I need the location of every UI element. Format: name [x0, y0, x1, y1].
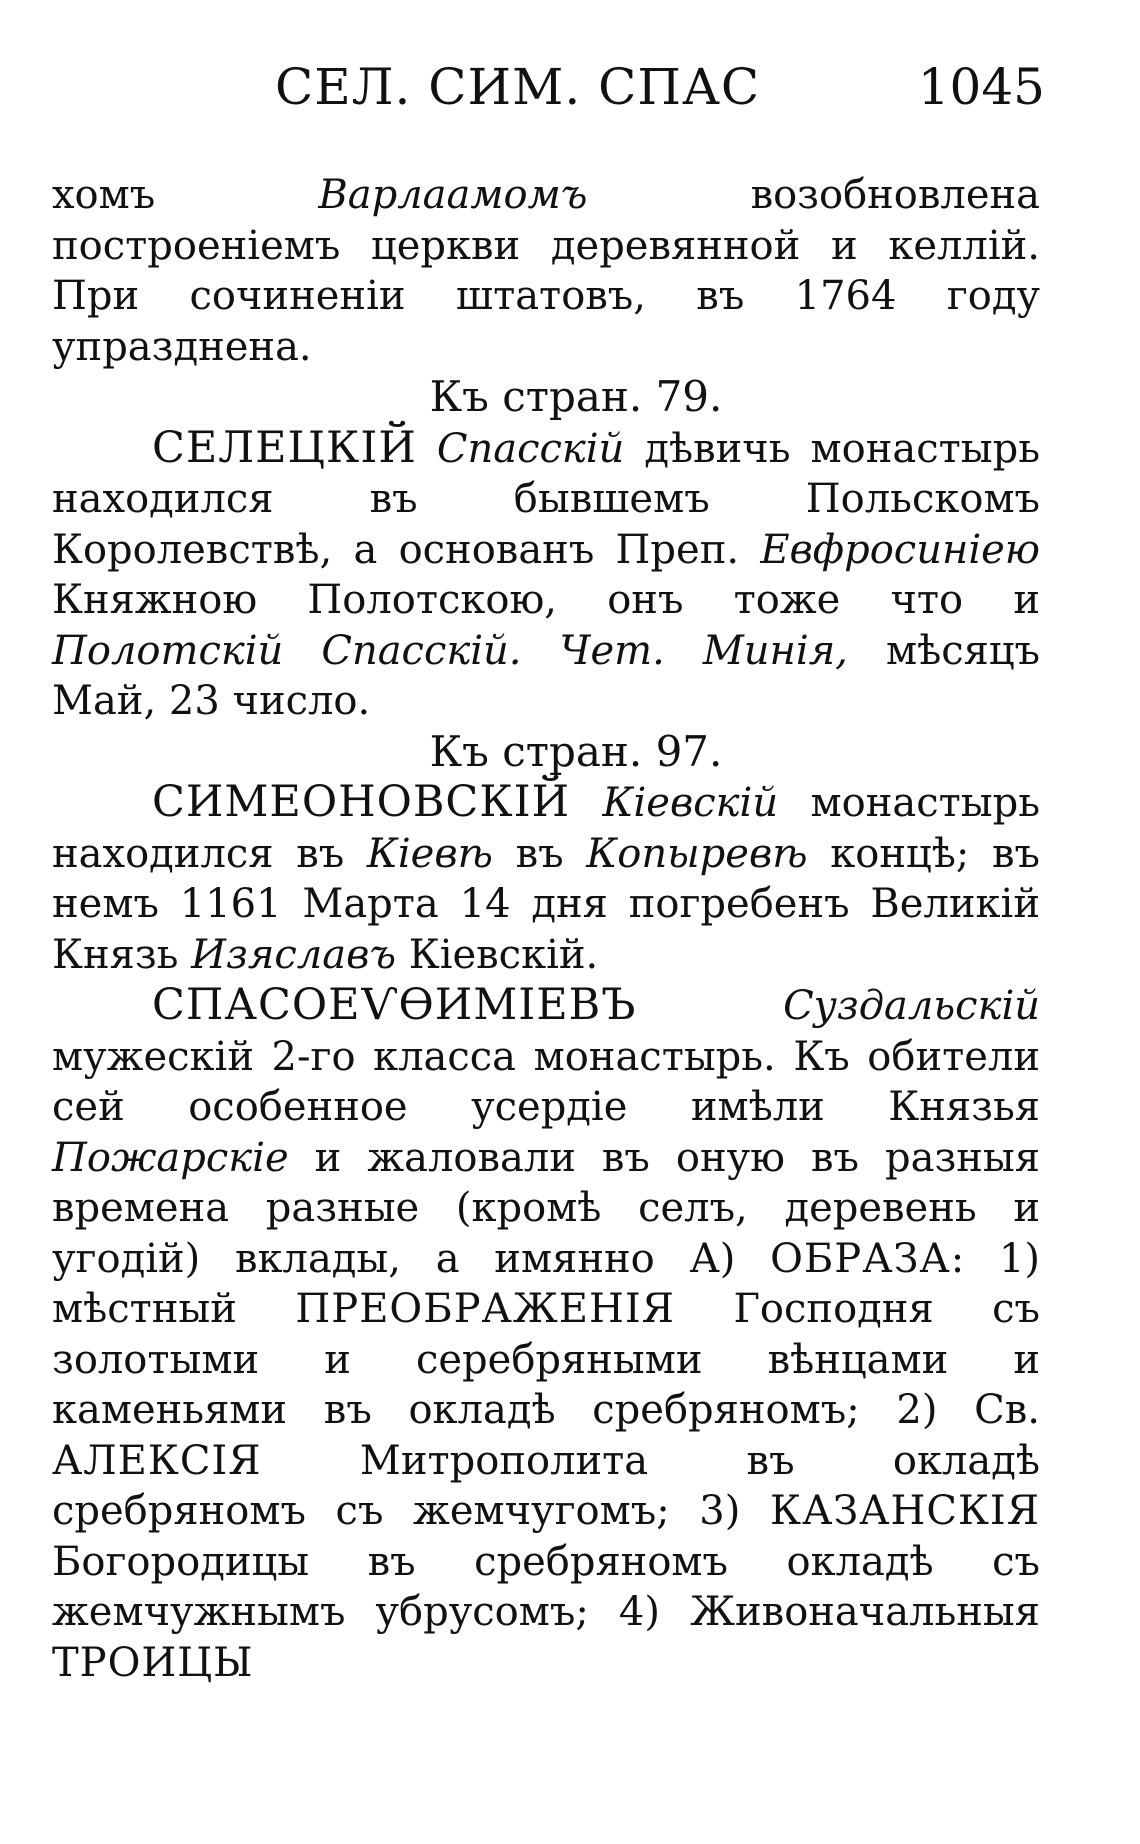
- running-title: СЕЛ. СИМ. СПАС: [275, 58, 761, 116]
- text-run: [570, 780, 602, 826]
- italic-name: Кіевскій: [602, 780, 779, 826]
- caps-term: ОБРАЗА: [770, 1235, 951, 1282]
- caps-term: КАЗАНСКІЯ: [769, 1488, 1040, 1534]
- text-run: : 1) мѣстный: [52, 1235, 1040, 1332]
- text-run: [417, 426, 437, 472]
- entry-heading: СИМЕОНОВСКІЙ: [152, 777, 571, 827]
- italic-name: Кіевѣ: [366, 830, 493, 877]
- text-run: и жаловали въ оную въ разныя времена разные (кромѣ селъ, деревень и угодій) вклады, а имянно А): [52, 1134, 1040, 1282]
- italic-name: Евфросиніею: [760, 526, 1040, 573]
- italic-name: Варлаамомъ: [318, 172, 588, 218]
- text-run: хомъ: [52, 172, 319, 218]
- italic-name: Изяславъ: [191, 931, 397, 978]
- paragraph-continuation: [52, 170, 1040, 372]
- italic-name: Копыревѣ: [586, 830, 808, 877]
- italic-name: Полотскій Спасскій. Чет. Минія,: [52, 627, 848, 674]
- text-run: въ: [492, 830, 587, 877]
- text-run: монастырь находился въ: [52, 780, 1040, 877]
- text-run: концѣ; въ немъ 1161 Марта 14 дня погребенъ Великій Князь: [52, 830, 1040, 978]
- page-number: 1045: [917, 58, 1045, 116]
- text-run: Господня съ золотыми и серебряными вѣнцами и каменьями въ окладѣ сребряномъ; 2) Св.: [52, 1286, 1041, 1433]
- entry-simeonovsky: [52, 777, 1040, 980]
- entry-spasoevfimiev: [52, 980, 1040, 1688]
- page-reference: Къ стран. 79.: [429, 372, 723, 421]
- text-run: мѣсяцъ Май, 23 число.: [52, 627, 1040, 724]
- italic-name: Спасскій: [436, 425, 625, 472]
- running-head: [60, 58, 1045, 128]
- text-run: Богородицы въ сребряномъ окладѣ съ жемчужнымъ убрусомъ; 4) Живоначальныя: [52, 1538, 1040, 1635]
- entry-heading: СПАСОЕѴѲИМІЕВЪ: [152, 980, 637, 1030]
- page-reference: Къ стран. 97.: [429, 726, 723, 776]
- text-run: мужескій 2-го класса монастырь. Къ обители сей особенное усердіе имѣли Князья: [52, 1033, 1040, 1130]
- text-run: возобновлена построеніемъ церкви деревянной и келлій. При сочиненіи штатовъ, въ 1764 году упразднена.: [52, 172, 1040, 370]
- text-run: [636, 983, 783, 1029]
- body-text: [52, 170, 1040, 1688]
- entry-heading: СЕЛЕЦКІЙ: [152, 422, 417, 473]
- text-run: Кіевскій.: [396, 931, 599, 978]
- text-run: Митрополита въ окладѣ сребряномъ съ жемчугомъ; 3): [52, 1437, 1040, 1534]
- caps-term: ТРОИЦЫ: [52, 1639, 254, 1686]
- italic-name: Суздальскій: [783, 983, 1040, 1029]
- caps-term: ПРЕОБРАЖЕНІЯ: [295, 1286, 675, 1332]
- caps-term: АЛЕКСІЯ: [52, 1437, 262, 1484]
- text-run: дѣвичь монастырь находился въ бывшемъ Польскомъ Королевствѣ, а основанъ Преп.: [52, 425, 1040, 573]
- text-run: Княжною Полотскою, онъ тоже что и: [52, 577, 1040, 623]
- entry-seletsky: [52, 423, 1040, 727]
- italic-name: Пожарскіе: [52, 1134, 289, 1181]
